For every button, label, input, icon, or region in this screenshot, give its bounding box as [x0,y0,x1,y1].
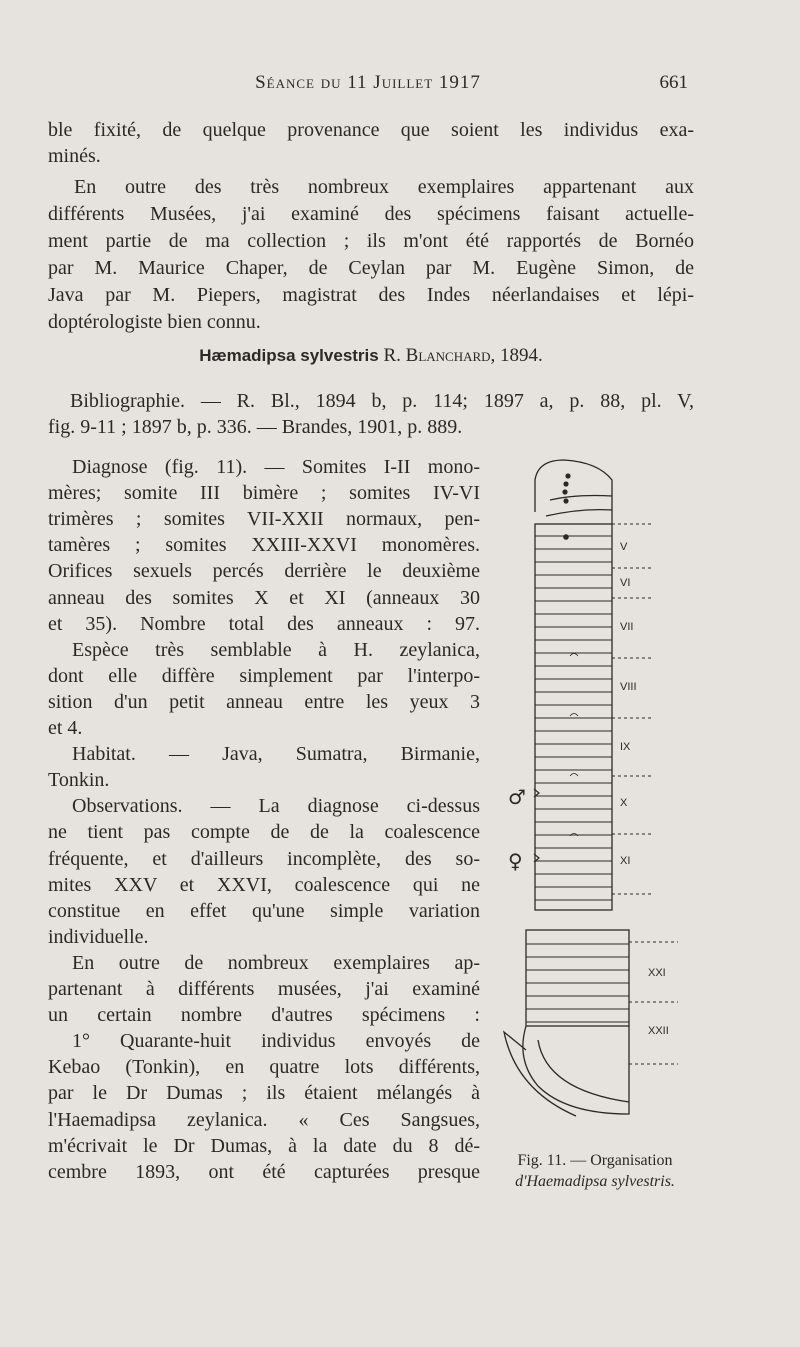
left-column-line: En outre de nombreux exemplaires ap- [72,951,480,974]
para2-line-2: différents Musées, j'ai examiné des spécimens faisant actuelle- [48,203,694,225]
eye-icon [563,498,568,503]
page-number: 661 [659,72,688,93]
somite-label: XXII [648,1025,669,1037]
left-column-line: mères; somite III bimère ; somites IV-VI [48,482,480,505]
left-column-line: par le Dr Dumas ; ils étaient mélangés à [48,1082,480,1105]
left-column-line: et 35). Nombre total des anneaux : 97. [48,612,480,635]
left-column-line: fréquente, et d'ailleurs incomplète, des so- [48,847,480,870]
para2-line-1: En outre des très nombreux exemplaires appartenant aux [74,176,694,198]
species-heading [48,345,694,367]
bibliography-line-1: Bibliographie. — R. Bl., 1894 b, p. 114; 1897 a, p. 88, pl. V, [70,390,694,412]
left-column-line: partenant à différents musées, j'ai examiné [48,978,480,1000]
left-column-line: Kebao (Tonkin), en quatre lots différents, [48,1056,480,1079]
head-line [546,510,612,516]
page-header [48,72,688,96]
left-column-line: anneau des somites X et XI (anneaux 30 [48,586,480,609]
left-column-line: Tonkin. [48,769,110,792]
para2-line-3: ment partie de ma collection ; ils m'ont été rapportés de Bornéo [48,230,694,252]
left-column-line: individuelle. [48,925,149,948]
para1-line-2: minés. [48,145,101,167]
left-column-line: dont elle diffère simplement par l'interpo- [48,664,480,687]
head-line [550,496,612,501]
somite-label: IX [620,741,631,753]
left-column-line: Diagnose (fig. 11). — Somites I-II mono- [72,456,480,478]
head-outline [535,460,612,524]
figure-caption-line-1: Fig. 11. — Organisation [517,1152,673,1169]
somite-label: V [620,541,628,553]
eye-icon [563,534,569,540]
para2-line-4: par M. Maurice Chaper, de Ceylan par M. Eugène Simon, de [48,257,694,279]
somite-label: X [620,797,628,809]
eye-icon [563,481,568,486]
somite-label: VIII [620,681,637,693]
left-column-line: 1° Quarante-huit individus envoyés de [72,1030,480,1053]
left-column-line: constitue en effet qu'une simple variation [48,899,480,922]
left-column-line: m'écrivait le Dr Dumas, à la date du 8 dé- [48,1134,480,1157]
running-title: Séance du 11 Juillet 1917 [255,72,481,93]
ring-mark [570,774,578,777]
para2-line-6: doptérologiste bien connu. [48,311,261,333]
figure-caption [490,1150,700,1192]
male-symbol: ♂ [508,785,526,809]
left-column-line: cembre 1893, ont été capturées presque [48,1160,480,1183]
figure-caption-line-2: d'Haemadipsa sylvestris. [515,1173,675,1190]
female-symbol: ♀ [508,849,523,873]
somite-label: VI [620,577,631,589]
somite-label: XI [620,855,631,867]
left-column-line: l'Haemadipsa zeylanica. « Ces Sangsues, [48,1108,480,1131]
somite-label: XXI [648,967,666,979]
para1-line-1: ble fixité, de quelque provenance que soient les individus exa- [48,119,694,141]
figure-leech-organisation [486,450,696,1150]
sucker-outline [523,1026,629,1114]
left-column-line: un certain nombre d'autres spécimens : [48,1004,480,1027]
sucker-inner [538,1040,629,1102]
para2-line-5: Java par M. Piepers, magistrat des Indes néerlandaises et lépi- [48,284,694,306]
somite-label: VII [620,621,634,633]
left-column-line: Observations. — La diagnose ci-dessus [72,795,480,818]
left-column-line: Espèce très semblable à H. zeylanica, [72,638,480,661]
species-name: Hæmadipsa sylvestris [199,346,379,365]
left-column-line: Habitat. — Java, Sumatra, Birmanie, [72,743,480,766]
left-column-line: trimères ; somites VII-XXII normaux, pen- [48,508,480,531]
left-column-line: mites XXV et XXVI, coalescence qui ne [48,873,480,896]
species-author: R. Blanchard, 1894. [383,345,543,366]
eye-icon [562,489,567,494]
eye-icon [565,473,570,478]
left-column-line: ne tient pas compte de de la coalescence [48,821,480,844]
bibliography-line-2: fig. 9-11 ; 1897 b, p. 336. — Brandes, 1901, p. 889. [48,416,463,438]
left-column-line: tamères ; somites XXIII-XXVI monomères. [48,534,480,557]
left-column-line: Orifices sexuels percés derrière le deuxième [48,560,480,583]
ring-mark [570,714,578,717]
leech-diagram [486,450,696,1150]
ring-mark [570,654,578,657]
left-column-line: et 4. [48,717,83,739]
left-column-line: sition d'un petit anneau entre les yeux 3 [48,690,480,713]
upper-body-outline [535,524,612,910]
